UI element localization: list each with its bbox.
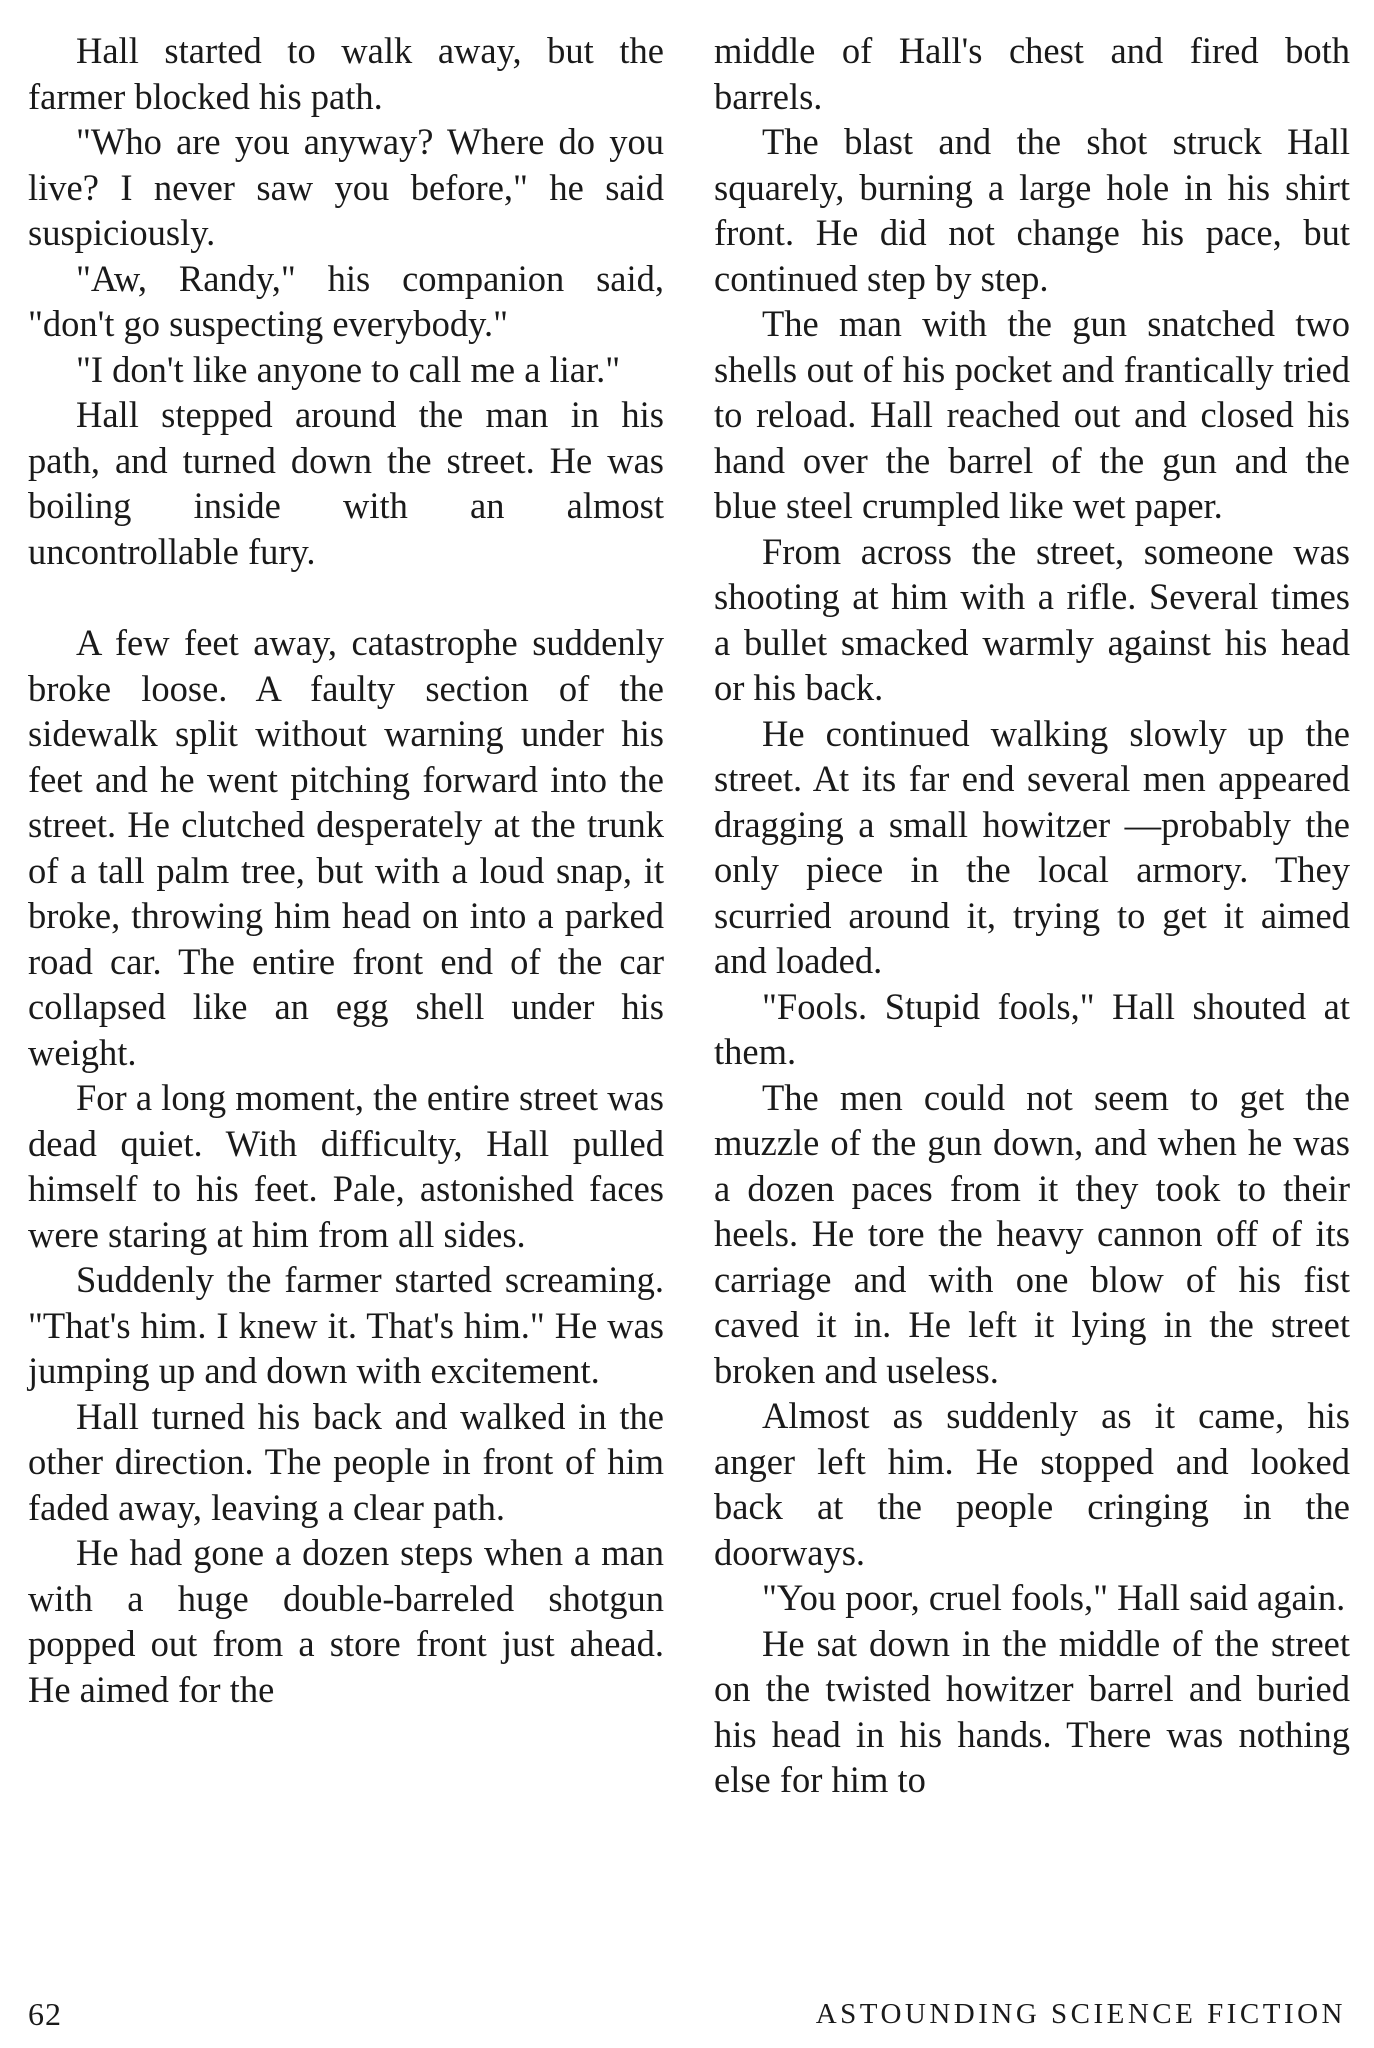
left-column [28, 28, 664, 1712]
paragraph: From across the street, someone was shooting at him with a rifle. Several times a bullet smacked warmly against his head or his back. [714, 530, 1350, 708]
paragraph: The men could not seem to get the muzzle of the gun down, and when he was a dozen paces from it they took to their heels. He tore the heavy cannon off of its carriage and with one blow of his fist caved it in. He left it lying in the street broken and useless. [714, 1076, 1350, 1391]
section-break [28, 574, 664, 620]
paragraph: The blast and the shot struck Hall squarely, burning a large hole in his shirt front. He did not change his pace, but continued step by step. [714, 121, 1350, 299]
paragraph: He sat down in the middle of the street on the twisted howitzer barrel and buried his head in his hands. There was nothing else for him to [714, 1622, 1350, 1800]
page-number: 62 [28, 1996, 62, 2032]
paragraph: "I don't like anyone to call me a liar." [76, 348, 621, 390]
paragraph: Hall turned his back and walked in the other direction. The people in front of him faded away, leaving a clear path. [28, 1395, 664, 1528]
right-column [714, 28, 1350, 1803]
running-title: ASTOUNDING SCIENCE FICTION [815, 1998, 1346, 2030]
paragraph-continued: middle of Hall's chest and fired both barrels. [714, 30, 1350, 117]
paragraph: "Aw, Randy," his companion said, "don't go suspecting everybody." [28, 257, 664, 344]
paragraph: For a long moment, the entire street was dead quiet. With difficulty, Hall pulled himself to his feet. Pale, astonished faces were staring at him from all sides. [28, 1077, 664, 1255]
paragraph: The man with the gun snatched two shells out of his pocket and frantically tried to reload. Hall reached out and closed his hand over the barrel of the gun and the blue steel crumpled like wet paper. [714, 303, 1350, 526]
paragraph: "You poor, cruel fools," Hall said again. [762, 1577, 1346, 1618]
paragraph: "Fools. Stupid fools," Hall shouted at them. [714, 985, 1350, 1072]
paragraph: He continued walking slowly up the street. At its far end several men appeared dragging a small howitzer —probably the only piece in the local armory. They scurried around it, trying to get it aimed and loaded. [714, 712, 1350, 981]
paragraph: A few feet away, catastrophe suddenly broke loose. A faulty section of the sidewalk split without warning under his feet and he went pitching forward into the street. He clutched desperately at the trunk of a tall palm tree, but with a loud snap, it broke, throwing him head on into a parked road car. The entire front end of the car collapsed like an egg shell under his weight. [28, 622, 664, 1073]
paragraph: He had gone a dozen steps when a man with a huge double-barreled shotgun popped out from a store front just ahead. He aimed for the [28, 1532, 664, 1710]
paragraph: Almost as suddenly as it came, his anger left him. He stopped and looked back at the people cringing in the doorways. [714, 1395, 1350, 1573]
paragraph: Suddenly the farmer started screaming. "That's him. I knew it. That's him." He was jumping up and down with excitement. [28, 1259, 664, 1391]
paragraph: Hall started to walk away, but the farmer blocked his path. [28, 30, 664, 117]
paragraph: "Who are you anyway? Where do you live? I never saw you before," he said suspiciously. [28, 121, 664, 253]
paragraph: Hall stepped around the man in his path, and turned down the street. He was boiling inside with an almost uncontrollable fury. [28, 394, 664, 572]
page-footer [28, 1994, 1346, 2034]
